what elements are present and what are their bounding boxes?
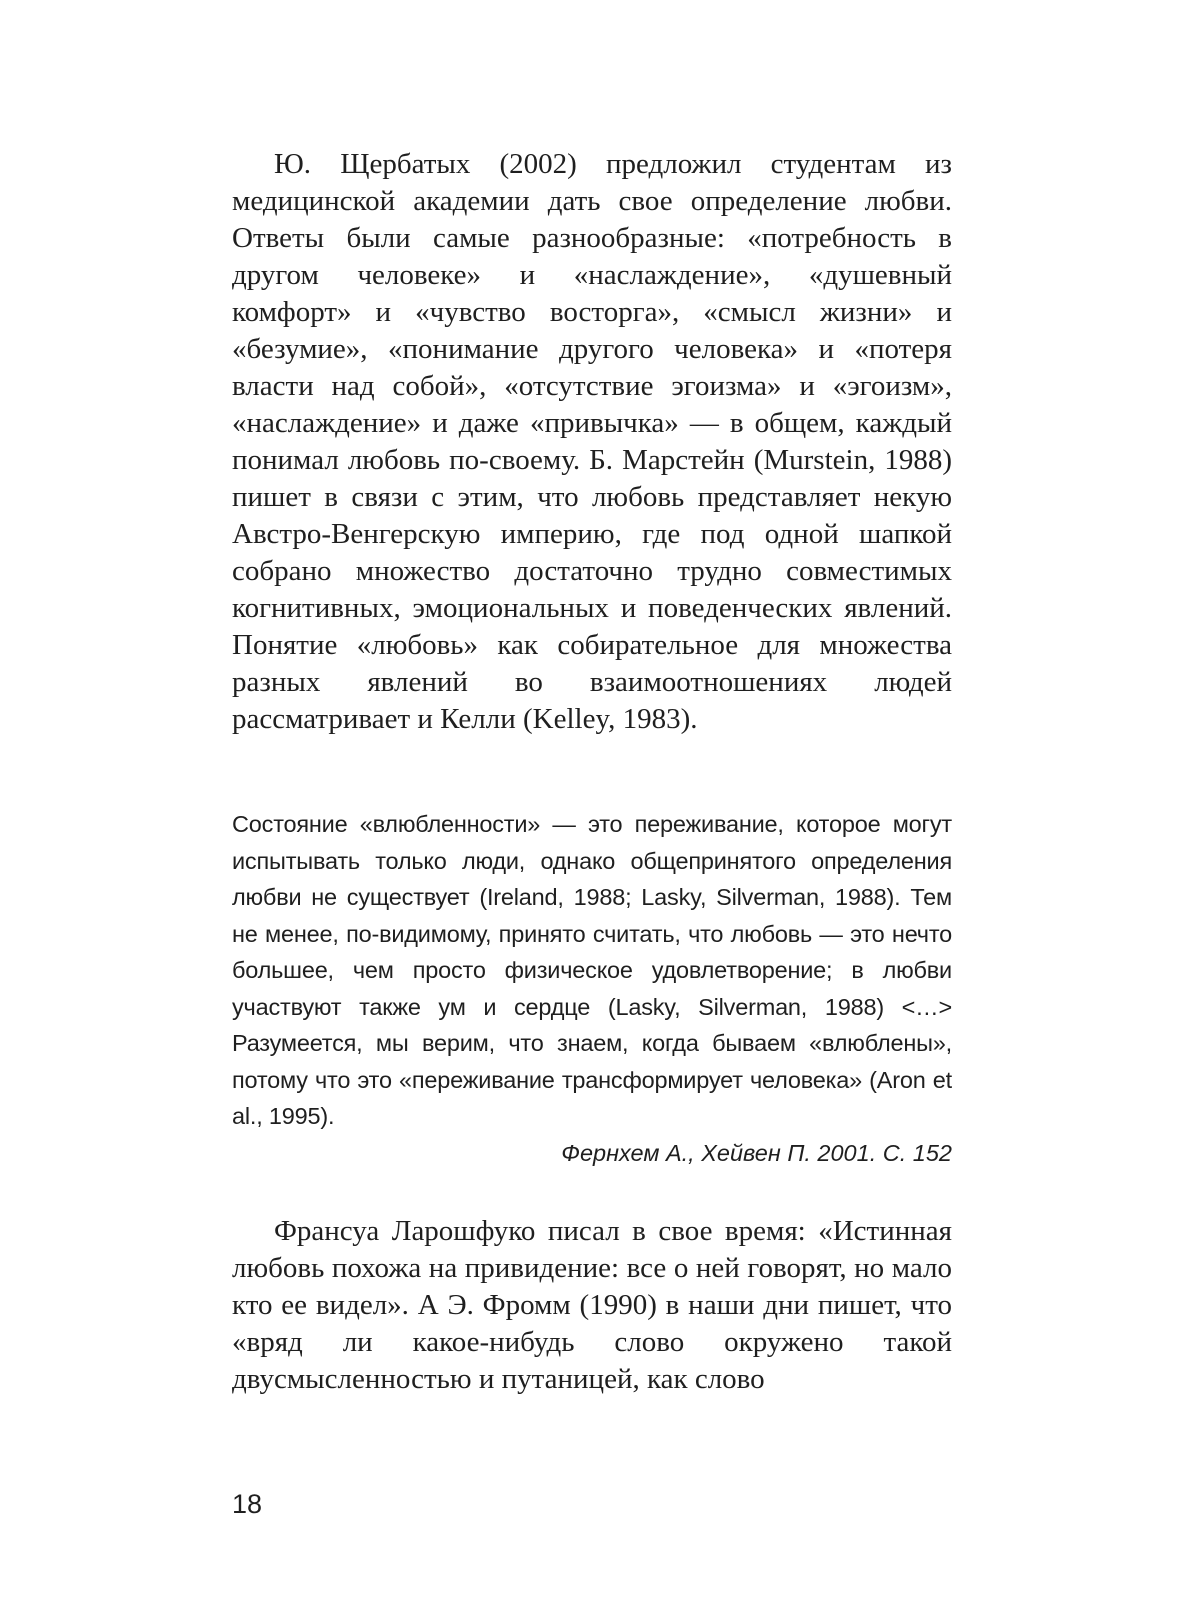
body-paragraph-1: Ю. Щербатых (2002) предложил студентам из медицинской академии дать свое определение любви. Ответы были самые разнообразные: «потребность в другом человеке» и «наслаждение», «душевный комфорт» и «чувство восторга», «смысл жизни» и «безумие», «понимание другого человека» и «потеря власти над собой», «отсутствие эгоизма» и «эгоизм», «наслаждение» и даже «привычка» — в общем, каждый понимал любовь по-своему. Б. Марстейн (Murstein, 1988) пишет в связи с этим, что любовь представляет некую Австро-Венгерскую империю, где под одной шапкой собрано множество достаточно трудно совместимых когнитивных, эмоциональных и поведенческих явлений. Понятие «любовь» как собирательное для множества разных явлений во взаимоотношениях людей рассматривает и Келли (Kelley, 1983). [232, 148, 952, 735]
quotation-source: Фернхем А., Хейвен П. 2001. С. 152 [561, 1140, 952, 1166]
quotation-block: Состояние «влюбленности» — это переживание, которое могут испытывать только люди, однако общепринятого определения любви не существует (Ireland, 1988; Lasky, Silverman, 1988). Тем не менее, по-видимому, принято считать, что любовь — это нечто большее, чем просто физическое удовлетворение; в любви участвуют также ум и сердце (Lasky, Silverman, 1988) <…> Разумеется, мы верим, что знаем, когда бываем «влюблены», потому что это «переживание трансформирует человека» (Aron et al., 1995). [232, 811, 952, 1129]
page-number: 18 [232, 1489, 263, 1519]
body-paragraph-2: Франсуа Ларошфуко писал в свое время: «Истинная любовь похожа на привидение: все о ней говорят, но мало кто ее видел». А Э. Фромм (1990) в наши дни пишет, что «вряд ли какое-нибудь слово окружено такой двусмысленностью и путаницей, как слово [232, 1215, 952, 1395]
